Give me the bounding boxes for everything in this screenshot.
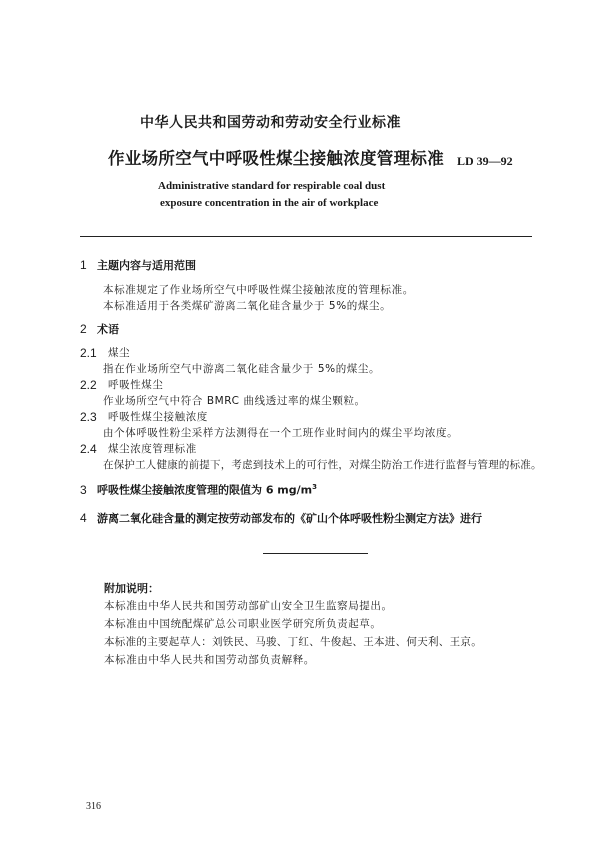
notes-heading: 附加说明：	[104, 582, 159, 595]
section-1-number: 1	[80, 258, 87, 272]
issuing-category: 中华人民共和国劳动和劳动安全行业标准	[140, 115, 401, 131]
term-name: 呼吸性煤尘	[108, 379, 164, 391]
term-definition: 由个体呼吸性粉尘采样方法测得在一个工班作业时间内的煤尘平均浓度。	[103, 427, 459, 439]
notes-line: 本标准的主要起草人：刘铁民、马骏、丁红、牛俊起、王本进、何天利、王京。	[104, 636, 482, 648]
section-3-text	[97, 484, 317, 496]
page-number: 316	[86, 801, 101, 812]
section-4-text: 游离二氧化硅含量的测定按劳动部发布的《矿山个体呼吸性粉尘测定方法》进行	[97, 512, 482, 525]
notes-line: 本标准由中华人民共和国劳动部负责解释。	[104, 654, 315, 666]
term-number: 2.1	[80, 346, 97, 360]
section-2-heading: 术语	[97, 323, 119, 336]
notes-line: 本标准由中国统配煤矿总公司职业医学研究所负责起草。	[104, 618, 382, 630]
section-1-para: 本标准规定了作业场所空气中呼吸性煤尘接触浓度的管理标准。	[103, 284, 414, 296]
term-number: 2.2	[80, 378, 97, 392]
end-divider	[263, 553, 368, 554]
standard-code: LD 39—92	[457, 154, 513, 168]
section-1-para: 本标准适用于各类煤矿游离二氧化硅含量少于 5%的煤尘。	[103, 300, 392, 312]
english-title-line2: exposure concentration in the air of workplace	[160, 197, 379, 209]
unit-exponent: 3	[312, 483, 318, 491]
term-number: 2.3	[80, 410, 97, 424]
section-3-number: 3	[80, 483, 87, 497]
term-number: 2.4	[80, 442, 97, 456]
term-name: 煤尘浓度管理标准	[108, 443, 197, 455]
section-2-number: 2	[80, 322, 87, 336]
limit-text: 呼吸性煤尘接触浓度管理的限值为 6 mg/m	[97, 483, 313, 497]
term-definition: 作业场所空气中符合 BMRC 曲线透过率的煤尘颗粒。	[103, 395, 366, 407]
section-1-heading: 主题内容与适用范围	[97, 259, 196, 272]
page-title: 作业场所空气中呼吸性煤尘接触浓度管理标准	[108, 149, 444, 168]
header-divider	[80, 236, 532, 237]
section-4-number: 4	[80, 511, 87, 525]
english-title-line1: Administrative standard for respirable coal dust	[158, 180, 386, 192]
term-definition: 在保护工人健康的前提下，考虑到技术上的可行性，对煤尘防治工作进行监督与管理的标准。	[103, 459, 542, 471]
term-name: 煤尘	[108, 347, 131, 359]
term-definition: 指在作业场所空气中游离二氧化硅含量少于 5%的煤尘。	[103, 363, 381, 375]
notes-line: 本标准由中华人民共和国劳动部矿山安全卫生监察局提出。	[104, 600, 393, 612]
term-name: 呼吸性煤尘接触浓度	[108, 411, 208, 423]
